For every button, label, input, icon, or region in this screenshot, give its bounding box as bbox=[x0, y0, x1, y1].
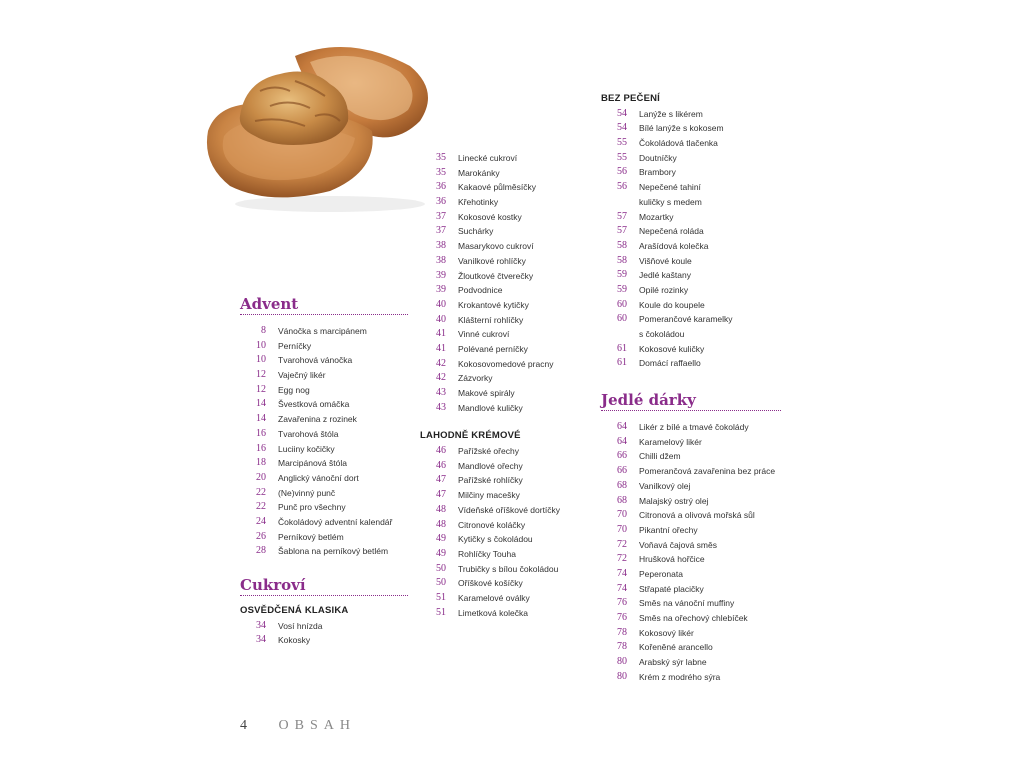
toc-page-number: 18 bbox=[256, 457, 266, 469]
toc-entry bbox=[420, 371, 590, 386]
toc-page-number: 41 bbox=[436, 328, 446, 340]
toc-page-number: 59 bbox=[617, 283, 627, 295]
toc-page-number: 59 bbox=[617, 269, 627, 281]
toc-entry bbox=[420, 606, 590, 621]
toc-entry bbox=[240, 353, 408, 368]
toc-page-number bbox=[601, 195, 639, 210]
toc-page-number: 55 bbox=[617, 151, 627, 163]
toc-page-number: 80 bbox=[617, 670, 627, 682]
toc-entry-title: Jedlé kaštany bbox=[639, 270, 691, 281]
toc-entry bbox=[601, 538, 781, 553]
toc-page-number: 78 bbox=[617, 641, 627, 653]
toc-entry bbox=[240, 339, 408, 354]
toc-entry-title: Luciiny kočičky bbox=[278, 443, 335, 454]
toc-entry-title: Vanilkové rohlíčky bbox=[458, 255, 526, 266]
toc-entry bbox=[420, 532, 590, 547]
toc-page-number: 58 bbox=[617, 239, 627, 251]
toc-entry bbox=[601, 523, 781, 538]
toc-entry-title: Směs na ořechový chlebíček bbox=[639, 613, 748, 623]
toc-entry bbox=[420, 313, 590, 328]
toc-entry-title: Anglický vánoční dort bbox=[278, 472, 359, 483]
toc-entry bbox=[601, 298, 781, 313]
toc-entry-title: Tvarohová štóla bbox=[278, 428, 339, 439]
toc-entry bbox=[420, 195, 590, 210]
toc-entry-title: Čokoládový adventní kalendář bbox=[278, 516, 393, 527]
toc-entry bbox=[420, 547, 590, 562]
toc-entry bbox=[601, 356, 781, 371]
toc-page-number: 10 bbox=[256, 354, 266, 366]
toc-entry bbox=[601, 449, 781, 464]
toc-page-number: 60 bbox=[617, 313, 627, 325]
toc-entry bbox=[420, 224, 590, 239]
toc-entry-title: Višňové koule bbox=[639, 255, 692, 266]
toc-entry-title: Polévané perníčky bbox=[458, 343, 528, 354]
jedle-darky-list bbox=[601, 420, 781, 684]
toc-page-number: 8 bbox=[261, 325, 266, 336]
toc-page-number: 43 bbox=[436, 387, 446, 398]
toc-page-number: 41 bbox=[436, 342, 446, 354]
toc-entry-title: Vaječný likér bbox=[278, 370, 326, 381]
toc-entry bbox=[601, 342, 781, 357]
toc-page-number: 55 bbox=[617, 137, 627, 149]
toc-entry bbox=[240, 530, 408, 545]
toc-page-number: 20 bbox=[256, 471, 266, 483]
toc-entry-title: Klášterní rohlíčky bbox=[458, 314, 524, 325]
toc-page-number: 78 bbox=[617, 626, 627, 638]
toc-page-number: 56 bbox=[617, 181, 627, 193]
toc-entry-title: Domácí raffaello bbox=[639, 358, 701, 369]
toc-entry bbox=[420, 386, 590, 401]
toc-page-number: 70 bbox=[617, 509, 627, 521]
toc-entry bbox=[601, 254, 781, 269]
toc-page-number: 26 bbox=[256, 530, 266, 542]
toc-page-number: 68 bbox=[617, 479, 627, 491]
toc-entry-title: Likér z bílé a tmavé čokolády bbox=[639, 422, 749, 433]
toc-entry-title: Pařížské ořechy bbox=[458, 446, 519, 457]
toc-entry bbox=[420, 576, 590, 591]
toc-entry-title: Kokosky bbox=[278, 635, 311, 646]
toc-page-number: 42 bbox=[436, 372, 446, 384]
toc-entry-title: Kořeněné arancello bbox=[639, 642, 713, 653]
toc-entry-title: Mozartky bbox=[639, 211, 674, 222]
toc-entry-title: Trubičky s bílou čokoládou bbox=[458, 563, 559, 574]
toc-entry-title: Doutníčky bbox=[639, 152, 677, 163]
toc-column-3 bbox=[601, 92, 781, 684]
toc-entry-title: Zázvorky bbox=[458, 373, 493, 384]
toc-entry bbox=[601, 596, 781, 611]
toc-entry-title: Kokosové kostky bbox=[458, 211, 522, 222]
toc-page-number: 12 bbox=[256, 369, 266, 381]
toc-entry-title: Kokosový likér bbox=[639, 627, 694, 638]
toc-entry bbox=[240, 619, 408, 634]
toc-page-number: 43 bbox=[436, 401, 446, 413]
toc-entry-title: Kokosovomedové pracny bbox=[458, 358, 554, 369]
toc-entry bbox=[420, 473, 590, 488]
toc-page-number: 36 bbox=[436, 181, 446, 193]
toc-page-number: 38 bbox=[436, 254, 446, 266]
toc-entry-title: Marcipánová štóla bbox=[278, 458, 347, 469]
toc-entry-title: Čokoládová tlačenka bbox=[639, 138, 718, 149]
toc-entry bbox=[420, 210, 590, 225]
toc-page-number: 22 bbox=[256, 486, 266, 498]
toc-entry-title: Krém z modrého sýra bbox=[639, 671, 721, 682]
toc-entry bbox=[240, 397, 408, 412]
toc-entry bbox=[420, 269, 590, 284]
toc-entry bbox=[601, 626, 781, 641]
toc-page-number: 74 bbox=[617, 582, 627, 594]
toc-entry-title: Podvodnice bbox=[458, 285, 503, 296]
cukrovi-continued-list bbox=[420, 151, 590, 415]
toc-entry-title: Pikantní ořechy bbox=[639, 524, 698, 535]
toc-entry bbox=[601, 611, 781, 626]
section-heading-jedle-darky: Jedlé dárky bbox=[601, 391, 781, 411]
toc-entry-title: Koule do koupele bbox=[639, 299, 705, 310]
toc-entry-title: Makové spirály bbox=[458, 388, 515, 398]
toc-entry-title: Marokánky bbox=[458, 167, 500, 178]
toc-entry-title: Vosí hnízda bbox=[278, 620, 323, 631]
toc-entry-title: Peperonata bbox=[639, 568, 683, 579]
toc-entry-title: Mandlové ořechy bbox=[458, 460, 523, 471]
toc-page-number: 76 bbox=[617, 597, 627, 609]
toc-page-number: 72 bbox=[617, 553, 627, 565]
toc-entry-title: Linecké cukroví bbox=[458, 153, 518, 163]
toc-page-number: 48 bbox=[436, 503, 446, 515]
toc-page-number: 24 bbox=[256, 515, 266, 527]
toc-page-number: 49 bbox=[436, 547, 446, 559]
toc-entry-title: kuličky s medem bbox=[639, 196, 702, 207]
toc-entry bbox=[601, 582, 781, 597]
toc-entry bbox=[601, 239, 781, 254]
toc-page-number: 58 bbox=[617, 254, 627, 266]
toc-entry-title: Limetková kolečka bbox=[458, 607, 528, 618]
toc-entry-title: Karamelový likér bbox=[639, 436, 702, 447]
toc-page-number: 12 bbox=[256, 383, 266, 395]
toc-entry bbox=[601, 268, 781, 283]
toc-entry bbox=[420, 459, 590, 474]
toc-entry-title: Citronové koláčky bbox=[458, 519, 526, 530]
toc-entry bbox=[420, 562, 590, 577]
toc-page-number: 60 bbox=[617, 298, 627, 310]
toc-entry bbox=[420, 444, 590, 459]
toc-entry bbox=[240, 324, 408, 339]
toc-entry-title: Křehotinky bbox=[458, 197, 499, 208]
toc-page-number: 40 bbox=[436, 298, 446, 310]
toc-entry-title: Voňavá čajová směs bbox=[639, 539, 717, 550]
advent-list bbox=[240, 324, 408, 559]
toc-page-number: 54 bbox=[617, 122, 627, 134]
toc-entry bbox=[240, 383, 408, 398]
toc-page-number: 64 bbox=[617, 421, 627, 433]
page-number: 4 bbox=[240, 718, 247, 733]
toc-entry bbox=[601, 508, 781, 523]
toc-entry bbox=[601, 312, 781, 327]
toc-column-1 bbox=[240, 295, 408, 648]
toc-entry-title: Malajský ostrý olej bbox=[639, 495, 709, 506]
toc-entry bbox=[420, 591, 590, 606]
toc-entry-title: Perníčky bbox=[278, 340, 312, 351]
toc-entry-title: Šablona na perníkový betlém bbox=[278, 546, 389, 557]
toc-entry bbox=[420, 254, 590, 269]
toc-entry-title: Žloutkové čtverečky bbox=[458, 270, 534, 281]
toc-entry bbox=[601, 121, 781, 136]
toc-entry-title: Karamelové oválky bbox=[458, 592, 530, 603]
toc-entry bbox=[240, 633, 408, 648]
toc-entry-title: Pomerančové karamelky bbox=[639, 314, 733, 325]
toc-entry-title: Perníkový betlém bbox=[278, 531, 344, 542]
toc-page-number: 39 bbox=[436, 284, 446, 296]
toc-page-number: 14 bbox=[256, 398, 266, 410]
toc-entry bbox=[240, 471, 408, 486]
toc-page-number: 68 bbox=[617, 494, 627, 506]
toc-entry bbox=[601, 567, 781, 582]
toc-entry-title: Chilli džem bbox=[639, 451, 681, 462]
toc-page-number: 70 bbox=[617, 523, 627, 535]
toc-page-number: 34 bbox=[256, 619, 266, 631]
toc-page-number: 51 bbox=[436, 591, 446, 603]
toc-page-number: 54 bbox=[617, 107, 627, 119]
toc-page-number: 36 bbox=[436, 196, 446, 208]
toc-entry-title: Tvarohová vánočka bbox=[278, 355, 353, 366]
toc-page-number: 35 bbox=[436, 166, 446, 178]
toc-entry bbox=[240, 368, 408, 383]
toc-entry bbox=[420, 327, 590, 342]
toc-entry bbox=[601, 655, 781, 670]
walnut-image bbox=[200, 36, 440, 216]
toc-entry bbox=[420, 488, 590, 503]
toc-page-number: 74 bbox=[617, 567, 627, 579]
section-heading-advent: Advent bbox=[240, 295, 408, 315]
toc-entry bbox=[601, 195, 781, 210]
toc-entry-title: s čokoládou bbox=[639, 329, 685, 339]
toc-page-number: 28 bbox=[256, 545, 266, 557]
toc-entry-title: Opilé rozinky bbox=[639, 284, 689, 295]
toc-entry-title: Suchárky bbox=[458, 226, 494, 237]
toc-entry bbox=[420, 503, 590, 518]
toc-entry bbox=[420, 239, 590, 254]
toc-entry-title: Bílé lanýže s kokosem bbox=[639, 123, 724, 134]
toc-page-number: 66 bbox=[617, 465, 627, 477]
toc-entry bbox=[601, 151, 781, 166]
toc-page-number: 47 bbox=[436, 474, 446, 486]
toc-page-number: 61 bbox=[617, 342, 627, 354]
toc-entry-title: Krokantové kytičky bbox=[458, 299, 529, 310]
toc-entry bbox=[601, 640, 781, 655]
toc-page-number: 37 bbox=[436, 210, 446, 222]
toc-page-number: 10 bbox=[256, 339, 266, 351]
toc-entry bbox=[420, 180, 590, 195]
toc-entry bbox=[601, 494, 781, 509]
bez-peceni-list bbox=[601, 107, 781, 371]
toc-entry-title: Vanilkový olej bbox=[639, 480, 691, 491]
toc-entry-title: Rohlíčky Touha bbox=[458, 548, 516, 559]
toc-entry bbox=[601, 552, 781, 567]
toc-page-number: 56 bbox=[617, 166, 627, 178]
toc-entry bbox=[240, 544, 408, 559]
toc-entry bbox=[601, 180, 781, 195]
toc-entry-title: Zavařenina z rozinek bbox=[278, 414, 357, 425]
toc-entry bbox=[420, 166, 590, 181]
toc-entry bbox=[601, 283, 781, 298]
toc-page-number: 42 bbox=[436, 357, 446, 369]
toc-page-number: 47 bbox=[436, 489, 446, 501]
toc-entry bbox=[420, 151, 590, 166]
toc-page-number: 50 bbox=[436, 577, 446, 589]
toc-entry-title: Egg nog bbox=[278, 384, 310, 395]
toc-entry bbox=[601, 327, 781, 342]
toc-entry-title: Lanýže s likérem bbox=[639, 108, 703, 119]
sub-heading-osvedcena-klasika: OSVĚDČENÁ KLASIKA bbox=[240, 605, 349, 616]
toc-page-number bbox=[601, 327, 639, 342]
toc-page-number: 16 bbox=[256, 442, 266, 454]
toc-entry bbox=[240, 456, 408, 471]
toc-page-number: 34 bbox=[256, 634, 266, 646]
toc-entry bbox=[601, 107, 781, 122]
toc-entry bbox=[240, 442, 408, 457]
toc-entry bbox=[240, 427, 408, 442]
toc-entry bbox=[601, 479, 781, 494]
toc-entry bbox=[420, 283, 590, 298]
toc-entry bbox=[240, 500, 408, 515]
toc-entry bbox=[601, 670, 781, 685]
toc-entry-title: Vánočka s marcipánem bbox=[278, 326, 367, 336]
footer-section-word: OBSAH bbox=[278, 718, 356, 733]
toc-page-number: 46 bbox=[436, 459, 446, 471]
toc-page-number: 57 bbox=[617, 210, 627, 222]
toc-entry bbox=[601, 420, 781, 435]
toc-entry-title: Mandlové kuličky bbox=[458, 402, 523, 413]
cukrovi-list bbox=[240, 619, 408, 648]
toc-page-number: 76 bbox=[617, 612, 627, 623]
toc-entry-title: Hrušková hořčice bbox=[639, 554, 705, 565]
toc-page-number: 64 bbox=[617, 435, 627, 447]
toc-page-number: 16 bbox=[256, 427, 266, 439]
toc-page-number: 66 bbox=[617, 450, 627, 462]
toc-entry-title: Pomerančová zavařenina bez práce bbox=[639, 466, 776, 477]
toc-entry bbox=[420, 298, 590, 313]
toc-entry-title: Kakaové půlměsíčky bbox=[458, 182, 536, 193]
toc-entry-title: Pařížské rohlíčky bbox=[458, 475, 523, 486]
toc-entry bbox=[420, 401, 590, 416]
toc-page-number: 14 bbox=[256, 413, 266, 425]
sub-heading-lahodne-kremove: LAHODNĚ KRÉMOVÉ bbox=[420, 430, 521, 442]
page-footer bbox=[240, 718, 356, 734]
toc-entry-title: Střapaté placičky bbox=[639, 583, 704, 594]
toc-page-number: 61 bbox=[617, 357, 627, 369]
toc-entry-title: Švestková omáčka bbox=[278, 399, 350, 410]
toc-entry bbox=[601, 224, 781, 239]
toc-entry-title: Milčiny macešky bbox=[458, 490, 520, 501]
toc-entry bbox=[240, 515, 408, 530]
toc-page-number: 40 bbox=[436, 313, 446, 325]
toc-page-number: 49 bbox=[436, 533, 446, 545]
toc-entry-title: Vídeňské oříškové dortíčky bbox=[458, 504, 561, 515]
toc-entry-title: Arabský sýr labne bbox=[639, 657, 707, 668]
toc-entry-title: Nepečená roláda bbox=[639, 226, 704, 237]
toc-page-number: 46 bbox=[436, 445, 446, 457]
toc-page-number: 72 bbox=[617, 538, 627, 550]
toc-page-number: 50 bbox=[436, 562, 446, 574]
toc-entry-title: Brambory bbox=[639, 167, 676, 178]
toc-entry-title: Citronová a olivová mořská sůl bbox=[639, 510, 755, 521]
toc-entry-title: Kokosové kuličky bbox=[639, 343, 705, 354]
toc-column-2 bbox=[420, 151, 590, 620]
toc-entry bbox=[601, 210, 781, 225]
toc-entry-title: Vinné cukroví bbox=[458, 329, 510, 340]
toc-entry-title: Arašídová kolečka bbox=[639, 240, 709, 251]
toc-entry-title: Kytičky s čokoládou bbox=[458, 534, 533, 545]
toc-entry bbox=[240, 486, 408, 501]
toc-entry bbox=[601, 464, 781, 479]
toc-entry bbox=[601, 435, 781, 450]
toc-page-number: 35 bbox=[436, 152, 446, 163]
toc-entry bbox=[601, 136, 781, 151]
toc-entry-title: Směs na vánoční muffiny bbox=[639, 598, 735, 609]
toc-entry bbox=[240, 412, 408, 427]
toc-entry-title: Punč pro všechny bbox=[278, 502, 346, 513]
toc-page-number: 37 bbox=[436, 225, 446, 237]
toc-page-number: 80 bbox=[617, 656, 627, 668]
toc-entry bbox=[420, 342, 590, 357]
toc-page-number: 48 bbox=[436, 518, 446, 530]
toc-entry bbox=[420, 357, 590, 372]
toc-page-number: 57 bbox=[617, 225, 627, 237]
toc-entry bbox=[420, 518, 590, 533]
lahodne-kremove-list bbox=[420, 444, 590, 620]
toc-page-number: 22 bbox=[256, 501, 266, 513]
toc-entry-title: Oříškové košíčky bbox=[458, 578, 523, 589]
toc-entry-title: Masarykovo cukroví bbox=[458, 241, 534, 252]
toc-entry-title: Nepečené tahiní bbox=[639, 182, 701, 193]
toc-entry-title: (Ne)vinný punč bbox=[278, 487, 336, 498]
toc-page-number: 38 bbox=[436, 240, 446, 252]
toc-entry bbox=[601, 165, 781, 180]
sub-heading-bez-peceni: BEZ PEČENÍ bbox=[601, 93, 661, 104]
toc-page-number: 39 bbox=[436, 269, 446, 281]
toc-page-number: 51 bbox=[436, 606, 446, 618]
section-heading-cukrovi: Cukroví bbox=[240, 576, 408, 596]
